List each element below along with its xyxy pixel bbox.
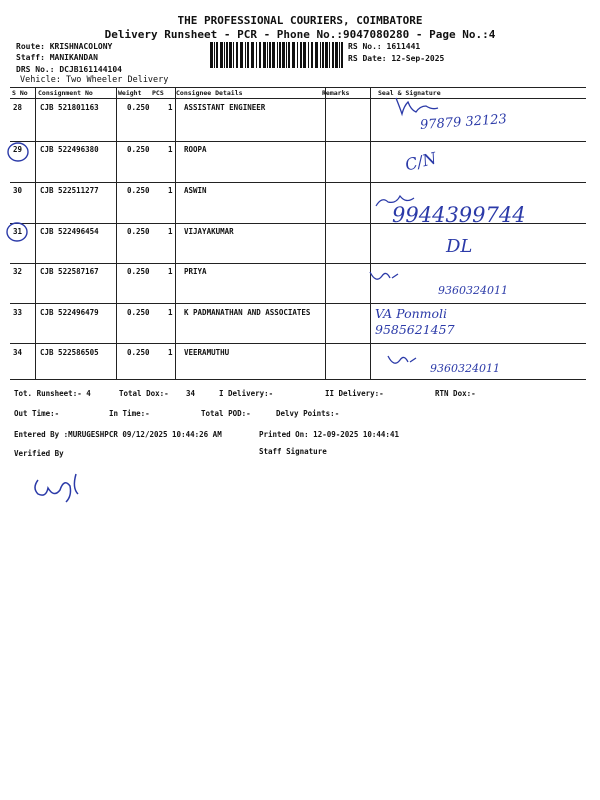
- row-pcs: 1: [168, 267, 173, 276]
- row-pcs: 1: [168, 348, 173, 357]
- row-sno: 29: [13, 145, 23, 154]
- handwritten-name-phone: VA Ponmoli 9585621457: [375, 306, 455, 337]
- row-sno: 34: [13, 348, 23, 357]
- column-header-consignment: Consignment No: [38, 89, 93, 97]
- row-consignee: VEERAMUTHU: [184, 348, 230, 357]
- circle-mark-31: [7, 223, 27, 241]
- total-dox-value: 34: [186, 389, 196, 398]
- row-weight: 0.250: [127, 308, 150, 317]
- signature-scribble: [370, 272, 398, 279]
- row-pcs: 1: [168, 186, 173, 195]
- route-label: Route: KRISHNACOLONY: [16, 42, 113, 51]
- signature-scribble: [396, 98, 438, 114]
- row-sno: 30: [13, 186, 23, 195]
- row-weight: 0.250: [127, 186, 150, 195]
- total-pod: Total POD:-: [201, 409, 251, 418]
- signature-scribble: [388, 356, 416, 363]
- row-consignment: CJB 522496454: [40, 227, 99, 236]
- row-consignment: CJB 522496479: [40, 308, 99, 317]
- handwritten-phone: 9944399744: [392, 203, 526, 227]
- entered-by: Entered By :MURUGESHPCR 09/12/2025 10:44:26 AM: [14, 430, 222, 439]
- row-weight: 0.250: [127, 348, 150, 357]
- row-consignment: CJB 522587167: [40, 267, 99, 276]
- column-header-sno: S No: [12, 89, 28, 97]
- row-consignee: PRIYA: [184, 267, 207, 276]
- runsheet-subtitle: Delivery Runsheet - PCR - Phone No.:9047080280 - Page No.:4: [104, 28, 496, 41]
- column-header-seal-signature: Seal & Signature: [378, 89, 441, 97]
- rtn-dox: RTN Dox:-: [435, 389, 476, 398]
- column-header-remarks: Remarks: [322, 89, 350, 97]
- verified-by-label: Verified By: [14, 449, 64, 458]
- row-sno: 31: [13, 227, 23, 236]
- row-pcs: 1: [168, 145, 173, 154]
- staff-signature-label: Staff Signature: [259, 447, 327, 456]
- in-time: In Time:-: [109, 409, 150, 418]
- row-sno: 28: [13, 103, 23, 112]
- handwritten-dl: DL: [446, 236, 473, 257]
- row-consignment: CJB 521801163: [40, 103, 99, 112]
- circle-mark-29: [8, 143, 28, 161]
- vehicle-label: Vehicle: Two Wheeler Delivery: [20, 75, 169, 85]
- row-sno: 33: [13, 308, 23, 317]
- row-weight: 0.250: [127, 267, 150, 276]
- row-consignee: K PADMANATHAN AND ASSOCIATES: [184, 308, 311, 317]
- row-sno: 32: [13, 267, 23, 276]
- drs-label: DRS No.: DCJB161144104: [16, 65, 122, 74]
- handwritten-cn: C/N: [403, 148, 439, 175]
- handwritten-phone: 9360324011: [438, 284, 508, 297]
- row-pcs: 1: [168, 308, 173, 317]
- row-consignee: VIJAYAKUMAR: [184, 227, 234, 236]
- column-header-consignee: Consignee Details: [176, 89, 243, 97]
- printed-on: Printed On: 12-09-2025 10:44:41: [259, 430, 399, 439]
- column-header-pcs: PCS: [152, 89, 164, 97]
- tot-runsheet: Tot. Runsheet:- 4: [14, 389, 91, 398]
- ii-delivery: II Delivery:-: [325, 389, 384, 398]
- total-dox-label: Total Dox:-: [119, 389, 169, 398]
- company-title: THE PROFESSIONAL COURIERS, COIMBATORE: [177, 14, 423, 27]
- delvy-points: Delvy Points:-: [276, 409, 340, 418]
- row-consignee: ASSISTANT ENGINEER: [184, 103, 266, 112]
- rs-date: RS Date: 12-Sep-2025: [348, 54, 445, 63]
- row-consignee: ASWIN: [184, 186, 207, 195]
- column-header-weight: Weight: [118, 89, 142, 97]
- row-consignee: ROOPA: [184, 145, 207, 154]
- row-consignment: CJB 522511277: [40, 186, 99, 195]
- handwritten-phone: 9360324011: [430, 362, 500, 375]
- handwritten-phone: 97879 32123: [419, 111, 508, 134]
- verified-signature: [35, 474, 78, 502]
- row-weight: 0.250: [127, 103, 150, 112]
- rs-number: RS No.: 1611441: [348, 42, 421, 51]
- staff-label: Staff: MANIKANDAN: [16, 53, 98, 62]
- out-time: Out Time:-: [14, 409, 60, 418]
- row-consignment: CJB 522496380: [40, 145, 99, 154]
- row-weight: 0.250: [127, 227, 150, 236]
- row-consignment: CJB 522586505: [40, 348, 99, 357]
- i-delivery: I Delivery:-: [219, 389, 274, 398]
- row-weight: 0.250: [127, 145, 150, 154]
- row-pcs: 1: [168, 103, 173, 112]
- row-pcs: 1: [168, 227, 173, 236]
